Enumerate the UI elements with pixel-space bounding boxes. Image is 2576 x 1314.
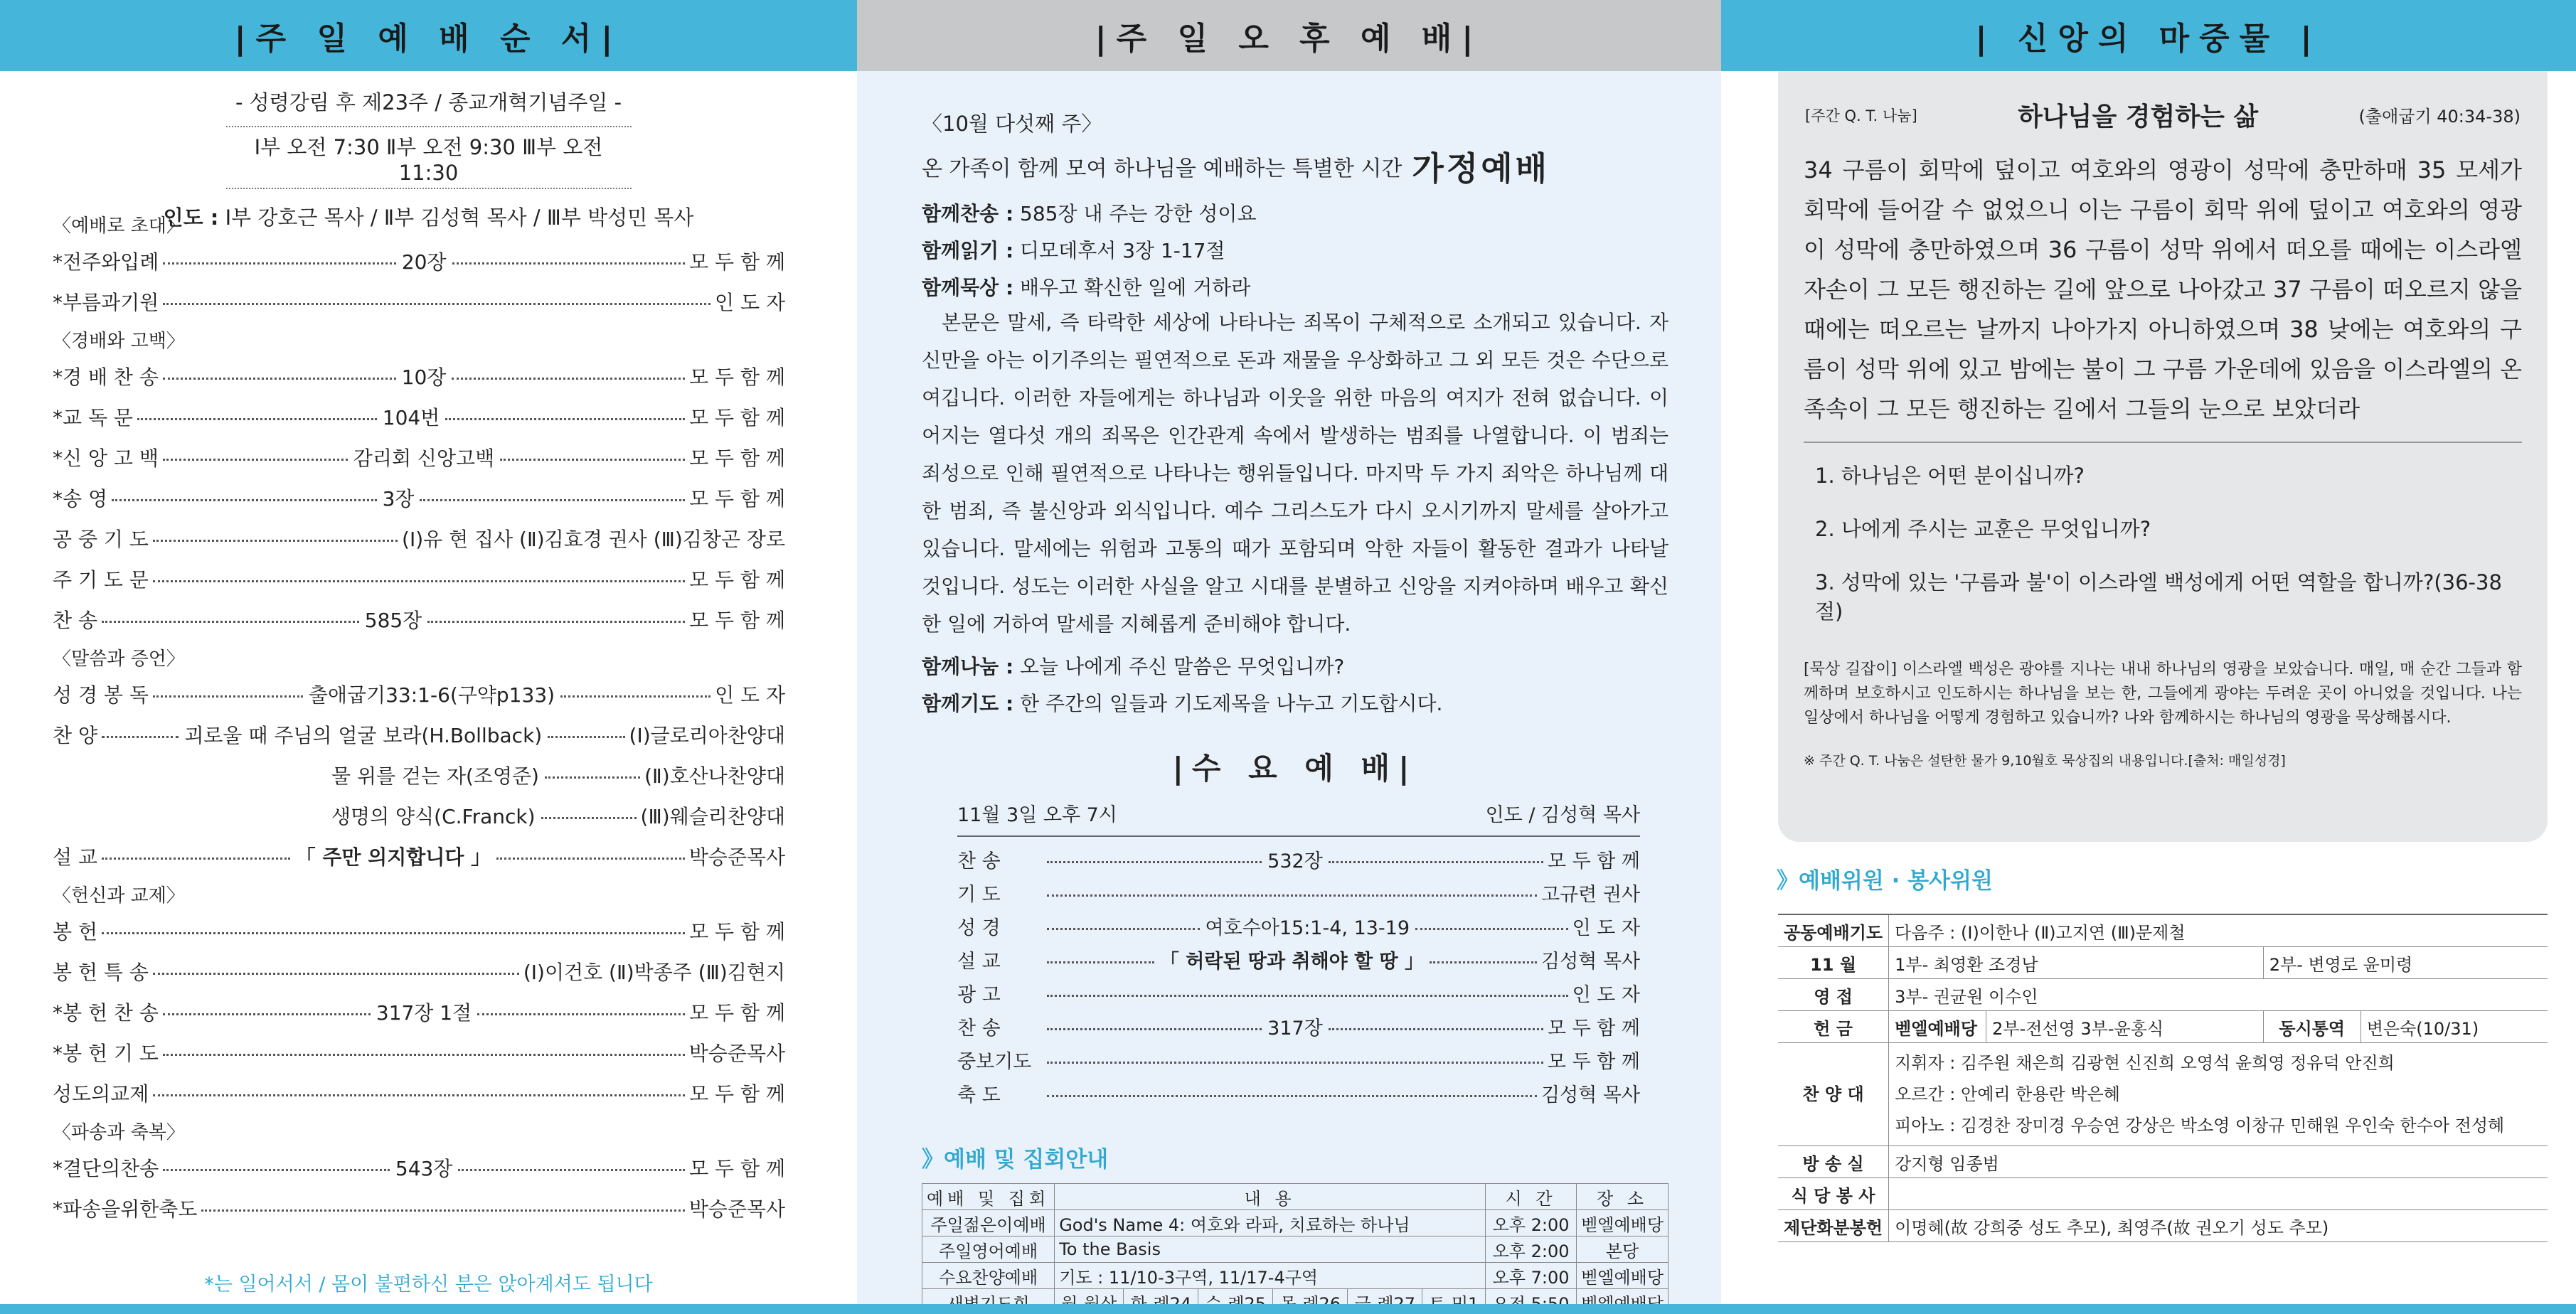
- dot-leader: [153, 1094, 685, 1096]
- order-item-detail: 감리회 신앙고백: [353, 446, 495, 470]
- dot-leader: [1047, 1095, 1537, 1097]
- wednesday-row: [957, 876, 1640, 909]
- wednesday-item-leader: 김성혁 목사: [1541, 1084, 1640, 1106]
- row-label: 찬 양 대: [1778, 1043, 1889, 1146]
- order-section-heading: 〈헌신과 교제〉: [53, 885, 185, 907]
- wednesday-item-leader: 인 도 자: [1572, 984, 1640, 1006]
- together-meditation: [922, 272, 1668, 301]
- table-cell: 벧엘예배당: [1889, 1011, 1986, 1043]
- worship-subtitle: - 성령강림 후 제23주 / 종교개혁기념주일 -: [235, 90, 622, 114]
- table-row: [922, 1263, 1668, 1289]
- table-cell: 기도 : 11/10-3구역, 11/17-4구역: [1055, 1263, 1486, 1289]
- order-item-leader: 인 도 자: [715, 683, 786, 707]
- wednesday-item-name: 중보기도: [957, 1051, 1032, 1073]
- table-cell: [1889, 1043, 2548, 1146]
- share-label: 함께나눔 :: [922, 655, 1014, 678]
- choir-organists: 오르간 : 안예리 한용란 박은혜: [1895, 1084, 2120, 1104]
- faith-header: | 신앙의 마중물 |: [1721, 0, 2576, 71]
- wednesday-row: [957, 843, 1640, 876]
- med-value: 배우고 확신한 일에 거하라: [1020, 276, 1251, 299]
- order-item-leader: 모 두 함 께: [689, 608, 785, 632]
- table-row: [922, 1236, 1668, 1263]
- table-header: 시 간: [1486, 1184, 1577, 1210]
- together-reading: [922, 235, 1668, 264]
- order-row: [53, 240, 785, 281]
- order-row: [53, 795, 785, 835]
- hymn-value: 585장 내 주는 강한 성이요: [1020, 202, 1257, 225]
- wednesday-row: [957, 976, 1640, 1010]
- order-section-heading: 〈경배와 고백〉: [53, 331, 185, 352]
- dot-leader: [163, 1054, 685, 1056]
- standing-footnote: *는 일어서서 / 몸이 불편하신 분은 앉아계셔도 됩니다: [204, 1273, 653, 1296]
- order-item-leader: (Ⅰ)이건호 (Ⅱ)박종주 (Ⅲ)김현지: [523, 960, 785, 984]
- order-item-name: *봉 헌 기 도: [53, 1041, 159, 1065]
- table-header-row: [922, 1184, 1668, 1210]
- order-item-leader: 인 도 자: [715, 290, 785, 314]
- qt-meditation-guide: [묵상 길잡이] 이스라엘 백성은 광야를 지나는 내내 하나님의 영광을 보았습니다. 매일, 매 순간 그들과 함께하며 보호하시고 인도하시는 하나님을 보는 한, 그들에게 광야는 두려운 곳이 아니었을 것입니다. 나는 일상에서 하나님을 어떻게 경험하고 있습니까? 나와 함께하시는 하나님의 영광을 묵상해봅시다.: [1804, 661, 2522, 727]
- order-row: [53, 396, 785, 437]
- table-cell: 2부- 변영로 윤미령: [2263, 947, 2548, 979]
- wednesday-worship: [957, 799, 1640, 1110]
- qt-source-note: ※ 주간 Q. T. 나눔은 설탄한 물가 9,10월호 묵상집의 내용입니다.[출처: 매일성경]: [1804, 753, 2286, 769]
- table-row: [1778, 1178, 2548, 1210]
- order-row: [53, 356, 785, 396]
- table-cell: 다음주 : (Ⅰ)이한나 (Ⅱ)고지연 (Ⅲ)문제철: [1889, 914, 2548, 947]
- dot-leader: [1047, 861, 1262, 863]
- table-row: [922, 1210, 1668, 1236]
- order-item-leader: 모 두 함 께: [689, 1000, 786, 1025]
- qt-box: [1778, 71, 2548, 842]
- order-item-leader: (Ⅱ)호산나찬양대: [644, 764, 785, 788]
- wednesday-item-detail: 317장: [1267, 1017, 1323, 1040]
- pray-label: 함께기도 :: [922, 692, 1014, 715]
- qt-question: 1. 하나님은 어떤 분이십니까?: [1815, 464, 2085, 488]
- order-item-name: 봉 헌 특 송: [53, 960, 149, 984]
- order-item-name: *경 배 찬 송: [53, 365, 159, 389]
- dot-leader: [1047, 1062, 1543, 1064]
- wednesday-item-name: 성 경: [957, 917, 1001, 939]
- table-cell: 동시통역: [2263, 1011, 2361, 1043]
- table-cell: 오후 7:00: [1486, 1263, 1577, 1289]
- dot-leader: [1415, 928, 1568, 930]
- table-row: [1778, 1210, 2548, 1242]
- dot-leader: [560, 695, 710, 698]
- dot-leader: [452, 378, 685, 380]
- wednesday-item-name: 찬 송: [957, 1017, 1001, 1040]
- order-item-name: 공 중 기 도: [53, 527, 149, 551]
- wednesday-item-name: 설 교: [957, 951, 1001, 973]
- order-row: [53, 835, 785, 876]
- order-row: [53, 558, 785, 599]
- afternoon-worship-header: |주 일 오 후 예 배|: [857, 0, 1721, 71]
- gathering-info-title: 》예배 및 집회안내: [922, 1147, 1109, 1173]
- dot-leader: [153, 540, 398, 542]
- table-header: 예배 및 집회: [922, 1184, 1055, 1210]
- wednesday-leader: 인도 / 김성혁 목사: [1485, 804, 1640, 826]
- dot-leader: [496, 858, 685, 860]
- order-item-detail: 출애굽기33:1-6(구약p133): [308, 683, 555, 707]
- table-cell: 본당: [1577, 1236, 1668, 1263]
- table-row: [1778, 1146, 2548, 1178]
- order-item-detail: 10장: [401, 365, 447, 389]
- order-item-detail: 물 위를 걷는 자(조영준): [331, 764, 539, 788]
- table-row: [1778, 1043, 2548, 1146]
- row-label: 제단화분봉헌: [1778, 1210, 1889, 1242]
- dot-leader: [1047, 1028, 1262, 1030]
- family-worship-intro: [922, 143, 1668, 190]
- wednesday-row: [957, 1077, 1640, 1110]
- order-item-leader: 모 두 함 께: [689, 365, 785, 389]
- wednesday-item-name: 찬 송: [957, 850, 1001, 872]
- order-row: [53, 477, 785, 518]
- order-item-leader: 모 두 함 께: [689, 1156, 785, 1180]
- table-cell: 수요찬양예배: [922, 1263, 1055, 1289]
- table-cell: 변은숙(10/31): [2361, 1011, 2548, 1043]
- order-item-name: 성 경 봉 독: [53, 683, 149, 707]
- wednesday-row: [957, 1043, 1640, 1077]
- table-row: [1778, 947, 2548, 979]
- order-item-name: *교 독 문: [53, 405, 133, 429]
- dot-leader: [163, 459, 348, 461]
- dot-leader: [427, 621, 685, 623]
- table-cell: 오후 2:00: [1486, 1236, 1577, 1263]
- order-row: [53, 673, 785, 714]
- bottom-accent-bar: [0, 1304, 2576, 1314]
- row-label: 헌 금: [1778, 1011, 1889, 1043]
- staff-title: 》예배위원 · 봉사위원: [1777, 868, 1993, 894]
- worship-order-list: [53, 206, 785, 1228]
- order-item-detail: 「 주만 의지합니다 」: [295, 845, 491, 869]
- dot-leader: [1047, 894, 1537, 897]
- dot-leader: [1047, 961, 1154, 963]
- wednesday-item-leader: 김성혁 목사: [1541, 951, 1641, 973]
- dot-leader: [112, 499, 377, 501]
- choir-pianists: 피아노 : 김경찬 장미경 우승연 강상은 박소영 이창규 민해원 우인숙 한수아 전성혜: [1895, 1116, 2505, 1136]
- order-row: [53, 437, 785, 477]
- wednesday-item-leader: 모 두 함 께: [1547, 1017, 1641, 1040]
- dot-leader: [500, 459, 685, 461]
- dot-leader: [1047, 928, 1200, 930]
- dot-leader: [458, 1169, 685, 1171]
- afternoon-worship-column: [857, 0, 1721, 1314]
- med-label: 함께묵상 :: [922, 276, 1014, 299]
- order-item-detail: 543장: [395, 1156, 453, 1180]
- week-label: 〈10월 다섯째 주〉: [922, 112, 1102, 136]
- dot-leader: [153, 695, 303, 698]
- order-item-name: *송 영: [53, 486, 107, 511]
- order-item-leader: 박승준목사: [688, 1041, 785, 1065]
- order-row: [53, 281, 785, 321]
- row-label: 11 월: [1778, 947, 1889, 979]
- dot-leader: [545, 776, 640, 779]
- dot-leader: [163, 303, 710, 305]
- family-worship-title: 가정예배: [1412, 149, 1550, 188]
- qt-scripture: 34 구름이 회막에 덮이고 여호와의 영광이 성막에 충만하매 35 모세가 회막에 들어갈 수 없었으니 이는 구름이 회막 위에 덮이고 여호와의 영광이 성막에 충만하였으며 36 구름이 성막 위에서 떠오를 때에는 이스라엘 자손이 그 모든 행진하는 길에 앞으로 나아갔고 37 구름이 떠오르지 않을 때에는 떠오르는 날까지 나아가지 아니하였으며 38 낮에는 여호와의 구름이 성막 위에 있고 밤에는 불이 그 구름 가운데에 있음을 이스라엘의 온 족속이 그 모든 행진하는 길에서 그들의 눈으로 보았더라: [1804, 156, 2522, 422]
- wednesday-order-list: [957, 843, 1640, 1110]
- wednesday-row: [957, 909, 1640, 943]
- table-cell: 주일젊은이예배: [922, 1210, 1055, 1236]
- table-row: [1778, 1011, 2548, 1043]
- order-item-name: 봉 헌: [53, 919, 97, 944]
- wednesday-item-leader: 고규련 권사: [1541, 884, 1640, 906]
- dot-leader: [1329, 861, 1543, 863]
- qt-title: 하나님을 경험하는 삶: [2018, 102, 2259, 132]
- dot-leader: [163, 1169, 390, 1171]
- qt-divider: [1804, 442, 2522, 443]
- wednesday-item-detail: 「 허락된 땅과 취해야 할 땅 」: [1159, 951, 1425, 973]
- sermon-body: 본문은 말세, 즉 타락한 세상에 나타나는 죄목이 구체적으로 소개되고 있습니다. 자신만을 아는 이기주의는 필연적으로 돈과 재물을 우상화하고 그 외 모든 것은 수단으로 여깁니다. 이러한 자들에게는 하나님과 이웃을 위한 마음의 여지가 전혀 없습니다. 이어지는 열다섯 개의 죄목은 인간관계 속에서 발생하는 범죄를 나열합니다. 이 범죄는 죄성으로 인해 필연적으로 나타나는 행위들입니다. 마지막 두 가지 죄악은 하나님께 대한 범죄, 즉 불신앙과 외식입니다. 예수 그리스도가 다시 오시기까지 말세를 살아가고 있습니다. 말세에는 위험과 고통의 때가 포함되며 악한 자들이 활동한 결과가 나타날 것입니다. 성도는 이러한 사실을 알고 시대를 분별하고 신앙을 지켜야하며 배우고 확신한 일에 거하여 말세를 지혜롭게 준비해야 합니다.: [922, 311, 1668, 636]
- row-label: 식 당 봉 사: [1778, 1178, 1889, 1210]
- order-item-leader: 모 두 함 께: [689, 919, 785, 944]
- order-item-leader: 박승준목사: [688, 845, 785, 869]
- order-row: [53, 951, 785, 991]
- order-row: [53, 754, 785, 795]
- dot-leader: [420, 499, 685, 501]
- dot-leader: [1430, 961, 1537, 963]
- choir-conductors: 지휘자 : 김주원 채은희 김광현 신진희 오영석 윤희영 정유덕 안진희: [1895, 1053, 2395, 1073]
- dot-leader: [102, 736, 179, 738]
- read-label: 함께읽기 :: [922, 239, 1014, 262]
- order-row: [53, 599, 785, 639]
- pray-value: 한 주간의 일들과 기도제목을 나누고 기도합시다.: [1020, 692, 1443, 715]
- dot-leader: [445, 418, 685, 420]
- order-row: [53, 1147, 785, 1187]
- order-item-name: 주 기 도 문: [53, 567, 149, 592]
- dot-leader: [1329, 1028, 1543, 1030]
- table-cell: God's Name 4: 여호와 라파, 치료하는 하나님: [1055, 1210, 1486, 1236]
- wednesday-date: 11월 3일 오후 7시: [957, 804, 1117, 826]
- wednesday-item-leader: 모 두 함 께: [1547, 850, 1641, 872]
- dot-leader: [153, 580, 685, 582]
- read-value: 디모데후서 3장 1-17절: [1020, 239, 1225, 262]
- order-item-name: 설 교: [53, 845, 97, 869]
- row-label: 방 송 실: [1778, 1146, 1889, 1178]
- order-item-name: 성도의교제: [53, 1081, 149, 1106]
- table-cell: [1889, 1178, 2548, 1210]
- table-cell: 오후 2:00: [1486, 1210, 1577, 1236]
- table-cell: 벧엘예배당: [1577, 1210, 1668, 1236]
- row-label: 영 접: [1778, 979, 1889, 1011]
- table-cell: 1부- 최영환 조경남: [1889, 947, 2264, 979]
- service-times: Ⅰ부 오전 7:30 Ⅱ부 오전 9:30 Ⅲ부 오전 11:30: [226, 126, 632, 189]
- table-cell: 이명혜(故 강희중 성도 추모), 최영주(故 권오기 성도 추모): [1889, 1210, 2548, 1242]
- wednesday-worship-title: |수 요 예 배|: [1172, 751, 1418, 786]
- share-value: 오늘 나에게 주신 말씀은 무엇입니까?: [1020, 655, 1345, 678]
- faith-column: [1721, 0, 2576, 1314]
- row-label: 공동예배기도: [1778, 914, 1889, 947]
- wednesday-row: [957, 1010, 1640, 1043]
- wednesday-item-name: 기 도: [957, 884, 1001, 906]
- order-item-leader: (Ⅲ)웨슬리찬양대: [640, 804, 785, 828]
- family-worship: [922, 108, 1668, 1314]
- order-row: [53, 1032, 785, 1072]
- order-item-name: *부름과기원: [53, 290, 159, 314]
- qt-question: 3. 성막에 있는 '구름과 불'이 이스라엘 백성에게 어떤 역할을 합니까?(36-38절): [1815, 570, 2502, 624]
- dot-leader: [163, 378, 396, 380]
- table-cell: 벧엘예배당: [1577, 1263, 1668, 1289]
- dot-leader: [102, 621, 359, 623]
- qt-reference: (출애굽기 40:34-38): [2358, 107, 2521, 127]
- dot-leader: [163, 262, 396, 265]
- wednesday-item-name: 축 도: [957, 1084, 1001, 1106]
- dot-leader: [153, 973, 519, 975]
- order-item-leader: 모 두 함 께: [689, 250, 785, 274]
- order-item-leader: 박승준목사: [688, 1197, 785, 1221]
- hymn-label: 함께찬송 :: [922, 202, 1014, 225]
- wednesday-item-detail: 532장: [1267, 850, 1323, 872]
- worship-order-column: [0, 0, 857, 1314]
- table-row: [1778, 979, 2548, 1011]
- table-header: 내 용: [1055, 1184, 1486, 1210]
- leaders-value: Ⅰ부 강호근 목사 / Ⅱ부 김성혁 목사 / Ⅲ부 박성민 목사: [225, 205, 694, 230]
- qt-heading: [1778, 97, 2548, 133]
- dot-leader: [1047, 995, 1568, 997]
- dot-leader: [541, 817, 637, 819]
- table-cell: To the Basis: [1055, 1236, 1486, 1263]
- together-prayer: [922, 688, 1668, 717]
- order-item-detail: 317장 1절: [376, 1000, 472, 1025]
- dot-leader: [163, 1013, 371, 1015]
- order-item-detail: 585장: [364, 608, 422, 632]
- table-cell: 3부- 권균원 이수인: [1889, 979, 2548, 1011]
- order-row: [53, 714, 785, 754]
- leaders-label: 인도 :: [163, 205, 219, 230]
- gathering-table: [922, 1183, 1668, 1314]
- order-item-leader: 모 두 함 께: [689, 567, 785, 592]
- order-item-leader: (Ⅰ)글로리아찬양대: [629, 723, 785, 747]
- order-item-leader: 모 두 함 께: [689, 486, 785, 511]
- order-row: [53, 991, 785, 1032]
- order-item-leader: 모 두 함 께: [689, 1081, 785, 1106]
- order-row: [53, 1072, 785, 1113]
- table-cell: 강지형 임종범: [1889, 1146, 2548, 1178]
- order-item-detail: 20장: [401, 250, 447, 274]
- dot-leader: [452, 262, 686, 265]
- order-item-detail: 104번: [382, 405, 440, 429]
- order-item-name: 찬 송: [53, 608, 97, 632]
- table-header: 장 소: [1577, 1184, 1668, 1210]
- order-item-detail: 3장: [382, 486, 415, 511]
- wednesday-item-leader: 모 두 함 께: [1547, 1051, 1640, 1073]
- order-item-leader: 모 두 함 께: [689, 405, 786, 429]
- together-share: [922, 651, 1668, 680]
- wednesday-item-detail: 여호수아15:1-4, 13-19: [1205, 917, 1410, 939]
- order-section-heading: 〈말씀과 증언〉: [53, 648, 185, 670]
- table-cell: 주일영어예배: [922, 1236, 1055, 1263]
- wednesday-item-name: 광 고: [957, 984, 1001, 1006]
- order-item-name: *파송을위한축도: [53, 1197, 198, 1221]
- together-hymn: [922, 198, 1668, 227]
- order-section-heading: 〈예배로 초대〉: [53, 215, 185, 237]
- order-item-name: *전주와입례: [53, 250, 159, 274]
- dot-leader: [102, 858, 290, 860]
- qt-tag: [주간 Q. T. 나눔]: [1805, 107, 1917, 124]
- dot-leader: [137, 418, 377, 420]
- order-item-name: *결단의찬송: [53, 1156, 159, 1180]
- worship-order-header: |주 일 예 배 순 서|: [0, 0, 857, 71]
- dot-leader: [201, 1209, 684, 1212]
- table-row: [1778, 914, 2548, 947]
- dot-leader: [477, 1013, 685, 1015]
- wednesday-item-leader: 인 도 자: [1572, 917, 1640, 939]
- order-item-name: *신 앙 고 백: [53, 446, 159, 470]
- order-section-heading: 〈파송과 축복〉: [53, 1122, 185, 1143]
- order-row: [53, 1187, 785, 1228]
- dot-leader: [548, 736, 624, 738]
- table-cell: 2부-전선영 3부-윤홍식: [1986, 1011, 2264, 1043]
- order-item-leader: 모 두 함 께: [689, 446, 785, 470]
- order-item-leader: (Ⅰ)유 현 집사 (Ⅱ)김효경 권사 (Ⅲ)김창곤 장로: [402, 527, 785, 551]
- order-item-name: 찬 양: [53, 723, 97, 747]
- wednesday-row: [957, 943, 1640, 976]
- wednesday-header: [957, 799, 1640, 837]
- order-item-name: *봉 헌 찬 송: [53, 1000, 159, 1025]
- qt-question: 2. 나에게 주시는 교훈은 무엇입니까?: [1815, 517, 2151, 541]
- order-item-detail: 괴로울 때 주님의 얼굴 보라(H.Bollback): [184, 723, 543, 747]
- order-item-detail: 생명의 양식(C.Franck): [331, 804, 536, 828]
- dot-leader: [102, 932, 685, 934]
- order-row: [53, 910, 785, 951]
- intro-text: 온 가족이 함께 모여 하나님을 예배하는 특별한 시간: [922, 156, 1403, 181]
- order-row: [53, 518, 785, 558]
- staff-table: [1778, 914, 2548, 1242]
